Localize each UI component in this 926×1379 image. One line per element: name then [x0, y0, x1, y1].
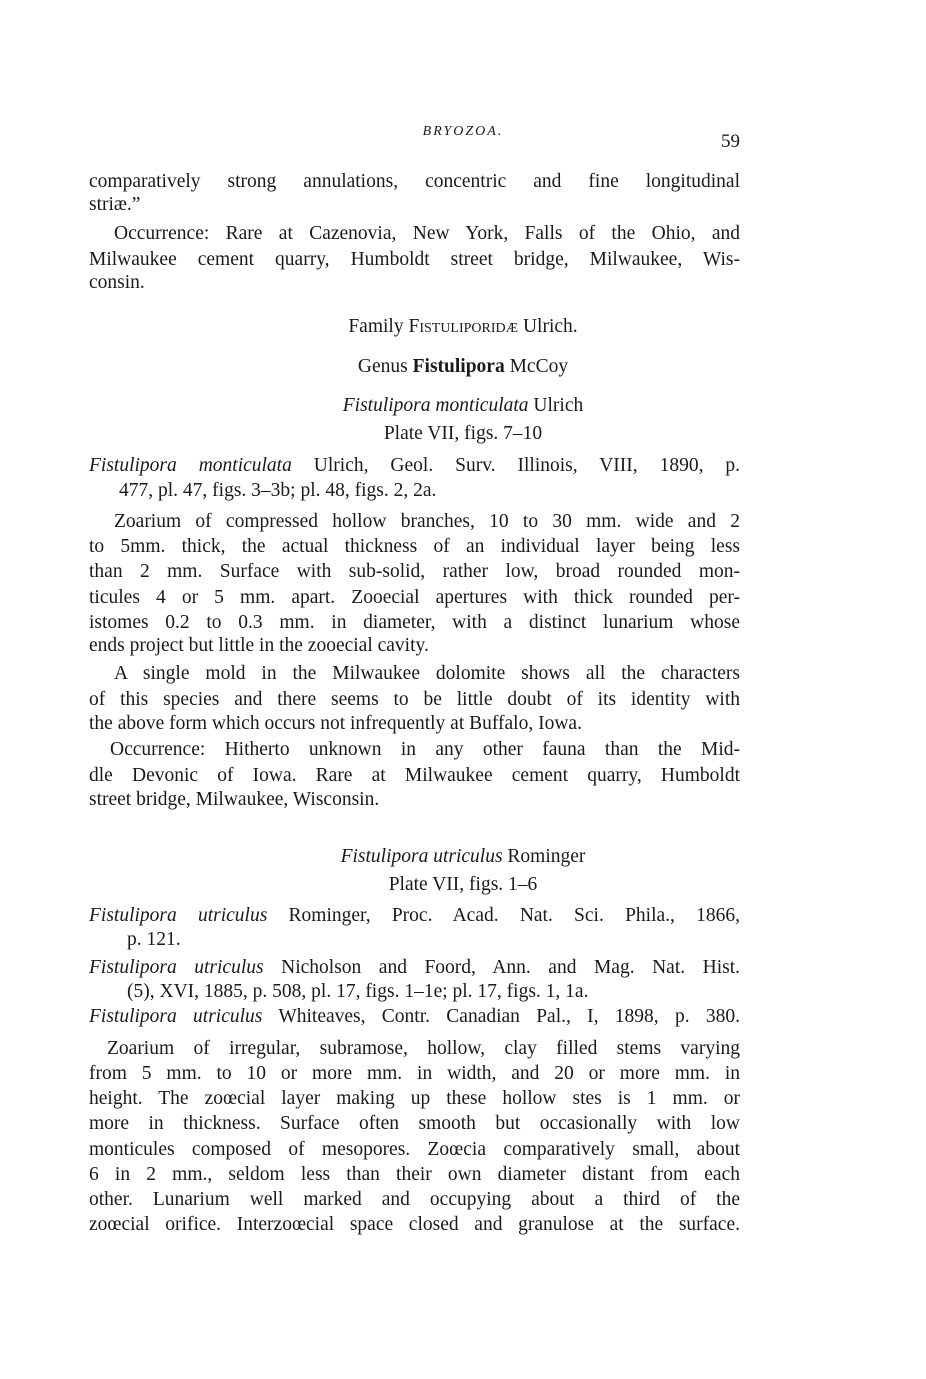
- text-line: striæ.”: [89, 194, 141, 215]
- synonymy-line: (5), XVI, 1885, p. 508, pl. 17, figs. 1–1e; pl. 17, figs. 1, 1a.: [127, 981, 589, 1002]
- text-line: 6 in 2 mm., seldom less than their own diameter distant from each: [89, 1164, 740, 1185]
- text-line: than 2 mm. Surface with sub-solid, rather low, broad rounded mon-: [89, 561, 740, 582]
- family-heading: [0, 315, 926, 339]
- genus-name: Fistulipora: [412, 356, 505, 377]
- synonymy-name: Fistulipora monticulata: [89, 455, 292, 476]
- synonymy-name: Fistulipora utriculus: [89, 957, 264, 978]
- text-line: ends project but little in the zooecial cavity.: [89, 635, 429, 656]
- text-line: Occurrence: Rare at Cazenovia, New York, Falls of the Ohio, and: [114, 223, 740, 244]
- synonymy-line: 477, pl. 47, figs. 3–3b; pl. 48, figs. 2, 2a.: [119, 480, 437, 501]
- page-number: 59: [721, 131, 740, 152]
- species-name: Fistulipora utriculus: [340, 846, 503, 867]
- text-line: height. The zoœcial layer making up these hollow stes is 1 mm. or: [89, 1088, 740, 1109]
- text-line: dle Devonic of Iowa. Rare at Milwaukee cement quarry, Humboldt: [89, 765, 740, 786]
- running-head: BRYOZOA.: [422, 124, 504, 139]
- plate-reference: Plate VII, figs. 1–6: [388, 874, 538, 895]
- text-line: of this species and there seems to be little doubt of its identity with: [89, 689, 740, 710]
- text-line: Milwaukee cement quarry, Humboldt street bridge, Milwaukee, Wis-: [89, 249, 740, 270]
- text-line: more in thickness. Surface often smooth but occasionally with low: [89, 1113, 740, 1134]
- text-line: monticules composed of mesopores. Zoœcia comparatively small, about: [89, 1139, 740, 1160]
- species-heading: [0, 845, 926, 869]
- text-line: from 5 mm. to 10 or more mm. in width, and 20 or more mm. in: [89, 1063, 740, 1084]
- genus-prefix: Genus: [357, 356, 408, 377]
- genus-author: McCoy: [509, 356, 569, 377]
- family-name: Fistuliporidæ: [408, 316, 519, 337]
- text-line: A single mold in the Milwaukee dolomite shows all the characters: [114, 663, 740, 684]
- synonymy-citation: Nicholson and Foord, Ann. and Mag. Nat. Hist.: [281, 957, 740, 978]
- synonymy-line: [89, 904, 740, 928]
- synonymy-citation: Rominger, Proc. Acad. Nat. Sci. Phila., 1866,: [288, 905, 740, 926]
- plate-reference: Plate VII, figs. 7–10: [383, 423, 543, 444]
- text-line: consin.: [89, 272, 145, 293]
- text-line: Zoarium of irregular, subramose, hollow, clay filled stems varying: [107, 1038, 740, 1059]
- synonymy-line: [89, 956, 740, 980]
- text-line: street bridge, Milwaukee, Wisconsin.: [89, 789, 380, 810]
- text-line: zoœcial orifice. Interzoœcial space closed and granulose at the surface.: [89, 1214, 740, 1235]
- family-author: Ulrich.: [522, 316, 578, 337]
- family-prefix: Family: [348, 316, 404, 337]
- species-author: Rominger: [507, 846, 586, 867]
- genus-heading: [0, 355, 926, 379]
- text-line: ticules 4 or 5 mm. apart. Zooecial apertures with thick rounded per-: [89, 587, 740, 608]
- species-heading: [0, 394, 926, 418]
- synonymy-name: Fistulipora utriculus: [89, 1006, 263, 1027]
- text-line: comparatively strong annulations, concentric and fine longitudinal: [89, 171, 740, 192]
- species-name: Fistulipora monticulata: [342, 395, 529, 416]
- text-line: other. Lunarium well marked and occupying about a third of the: [89, 1189, 740, 1210]
- synonymy-line: [89, 454, 740, 478]
- species-author: Ulrich: [533, 395, 584, 416]
- text-line: the above form which occurs not infrequently at Buffalo, Iowa.: [89, 713, 582, 734]
- synonymy-name: Fistulipora utriculus: [89, 905, 268, 926]
- text-line: istomes 0.2 to 0.3 mm. in diameter, with a distinct lunarium whose: [89, 612, 740, 633]
- synonymy-citation: Whiteaves, Contr. Canadian Pal., I, 1898, p. 380.: [278, 1006, 740, 1027]
- text-line: Zoarium of compressed hollow branches, 10 to 30 mm. wide and 2: [114, 511, 740, 532]
- text-line: Occurrence: Hitherto unknown in any other fauna than the Mid-: [110, 739, 740, 760]
- synonymy-citation: Ulrich, Geol. Surv. Illinois, VIII, 1890, p.: [313, 455, 740, 476]
- text-line: to 5mm. thick, the actual thickness of an individual layer being less: [89, 536, 740, 557]
- synonymy-line: [89, 1005, 740, 1029]
- synonymy-line: p. 121.: [127, 929, 181, 950]
